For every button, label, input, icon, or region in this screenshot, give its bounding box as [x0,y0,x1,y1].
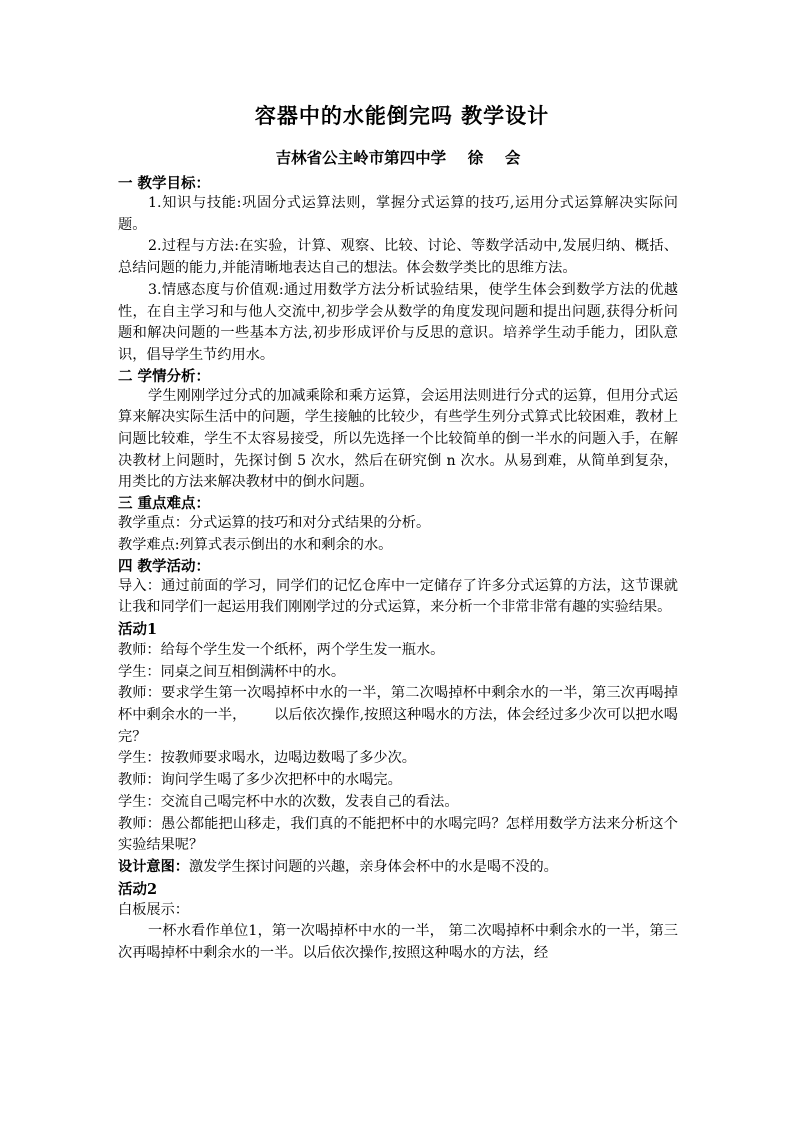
design-intent-text: 激发学生探讨问题的兴趣，亲身体会杯中的水是喝不没的。 [188,858,558,875]
teaching-focus: 教学重点：分式运算的技巧和对分式结果的分析。 [118,515,431,532]
dialogue-line: 教师：愚公都能把山移走，我们真的不能把杯中的水喝完吗？怎样用数学方法来分析这个实验结果呢？ [118,815,678,854]
activity2-paragraph: 一杯水看作单位1，第一次喝掉杯中水的一半， 第二次喝掉杯中剩余水的一半，第三次再喝掉杯中剩余水的一半。以后依次操作,按照这种喝水的方法，经 [118,923,678,962]
dialogue-line: 教师：要求学生第一次喝掉杯中水的一半，第二次喝掉杯中剩余水的一半，第三次再喝掉杯中剩余水的一半， 以后依次操作,按照这种喝水的方法，体会经过多少次可以把水喝完？ [118,685,678,745]
document-page [118,100,678,965]
objective-item: 2.过程与方法:在实验，计算、观察、比较、讨论、等数学活动中,发展归纳、概括、总结问题的能力,并能清晰地表达自己的想法。体会数学类比的思维方法。 [118,238,678,277]
activities-heading: 四 教学活动： [118,557,211,575]
objective-item: 3.情感态度与价值观:通过用数学方法分析试验结果，使学生体会到数学方法的优越性，在自主学习和与他人交流中,初步学会从数学的角度发现问题和提出问题,获得分析问题和解决问题的一些基本方法,初步形成评价与反思的意识。培养学生动手能力，团队意识，倡导学生节约用水。 [118,281,678,363]
teaching-difficulty: 教学难点:列算式表示倒出的水和剩余的水。 [118,536,393,553]
document-title: 容器中的水能倒完吗 教学设计 [254,103,550,128]
author-line: 吉林省公主岭市第四中学 徐 会 [275,148,521,167]
activity1-title: 活动1 [118,620,158,638]
design-intent-label: 设计意图： [118,858,189,875]
dialogue-line: 学生：交流自己喝完杯中水的次数，发表自己的看法。 [118,793,459,810]
dialogue-line: 学生：按教师要求喝水，边喝边数喝了多少次。 [118,750,416,767]
dialogue-line: 教师：询问学生喝了多少次把杯中的水喝完。 [118,772,402,789]
design-intent [118,857,678,879]
activity2-title: 活动2 [118,880,158,898]
analysis-paragraph: 学生刚刚学过分式的加减乘除和乘方运算，会运用法则进行分式的运算，但用分式运算来解决实际生活中的问题，学生接触的比较少，有些学生列分式算式比较困难，教材上问题比较难，学生不太容易接受，所以先选择一个比较简单的倒一半水的问题入手，在解决教材上问题时，先探讨倒 5 次水，然后在研究倒 n 次水。从易到难，从简单到复杂，用类比的方法来解决教材中的倒水问题。 [118,387,678,491]
analysis-heading: 二 学情分析： [118,367,211,385]
objective-item: 1.知识与技能:巩固分式运算法则，掌握分式运算的技巧,运用分式运算解决实际问题。 [118,195,678,233]
dialogue-line: 教师：给每个学生发一个纸杯，两个学生发一瓶水。 [118,641,445,658]
dialogue-line: 学生：同桌之间互相倒满杯中的水。 [118,663,346,680]
whiteboard-label: 白板展示： [118,901,189,918]
keypoints-heading: 三 重点难点： [118,495,211,513]
objectives-heading: 一 教学目标： [118,175,211,192]
intro-paragraph: 导入：通过前面的学习，同学们的记忆仓库中一定储存了许多分式运算的方法，这节课就让我和同学们一起运用我们刚刚学过的分式运算，来分析一个非常非常有趣的实验结果。 [118,577,678,616]
